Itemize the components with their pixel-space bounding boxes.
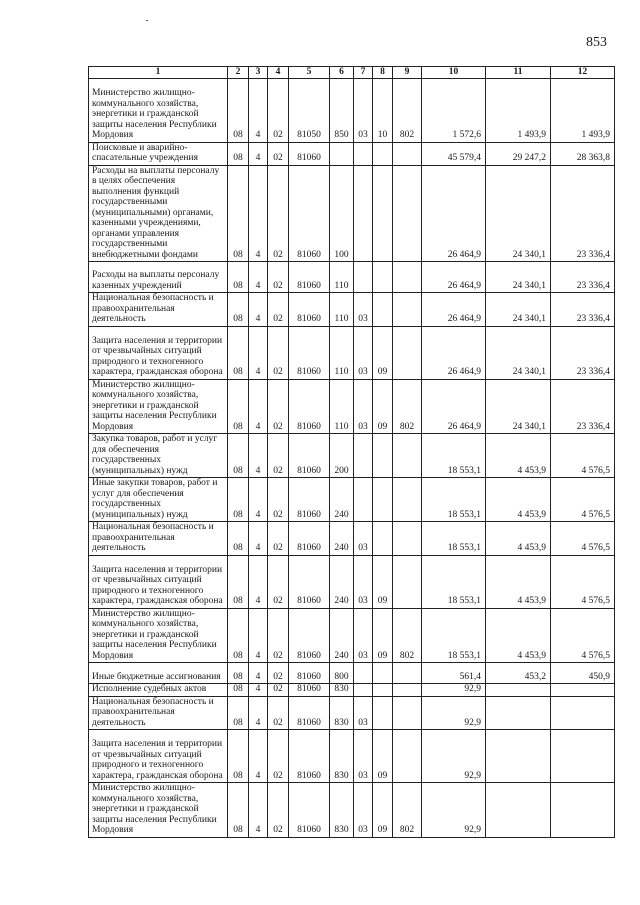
code-cell: 08	[228, 730, 249, 783]
code-cell	[373, 165, 393, 262]
code-cell: 4	[249, 555, 268, 608]
code-cell: 02	[268, 478, 289, 522]
amount-cell: 1 493,9	[551, 78, 615, 142]
amount-cell: 23 336,4	[551, 262, 615, 293]
code-cell	[373, 663, 393, 684]
code-cell: 81060	[289, 434, 330, 478]
code-cell: 08	[228, 696, 249, 730]
amount-cell: 18 553,1	[422, 555, 486, 608]
code-cell: 100	[330, 165, 354, 262]
code-cell: 03	[354, 293, 373, 327]
code-cell: 02	[268, 434, 289, 478]
row-name-cell: Национальная безопасность и правоохранительная деятельность	[89, 293, 228, 327]
table-row	[89, 78, 615, 142]
row-name-cell: Закупка товаров, работ и услуг для обеспечения государственных (муниципальных) нужд	[89, 434, 228, 478]
row-name-cell: Министерство жилищно-коммунального хозяйства, энергетики и гражданской защиты населения Республики Мордовия	[89, 608, 228, 663]
row-name-cell: Поисковые и аварийно-спасательные учреждения	[89, 142, 228, 165]
col-header: 2	[228, 67, 249, 79]
code-cell: 08	[228, 379, 249, 434]
row-name-cell: Министерство жилищно-коммунального хозяйства, энергетики и гражданской защиты населения Республики Мордовия	[89, 78, 228, 142]
amount-cell	[551, 783, 615, 838]
code-cell: 830	[330, 783, 354, 838]
code-cell: 08	[228, 293, 249, 327]
code-cell: 09	[373, 608, 393, 663]
code-cell: 03	[354, 326, 373, 379]
code-cell: 03	[354, 783, 373, 838]
page-number: 853	[586, 35, 607, 50]
code-cell: 08	[228, 684, 249, 697]
code-cell: 02	[268, 262, 289, 293]
code-cell	[373, 696, 393, 730]
col-header: 10	[422, 67, 486, 79]
amount-cell: 92,9	[422, 783, 486, 838]
amount-cell	[551, 730, 615, 783]
code-cell: 850	[330, 78, 354, 142]
table-row	[89, 142, 615, 165]
amount-cell: 450,9	[551, 663, 615, 684]
code-cell: 02	[268, 696, 289, 730]
code-cell	[393, 478, 422, 522]
code-cell	[373, 522, 393, 556]
table-row	[89, 379, 615, 434]
code-cell: 802	[393, 783, 422, 838]
col-header: 5	[289, 67, 330, 79]
code-cell: 4	[249, 522, 268, 556]
col-header: 6	[330, 67, 354, 79]
code-cell: 09	[373, 783, 393, 838]
table-row	[89, 730, 615, 783]
amount-cell: 23 336,4	[551, 293, 615, 327]
code-cell: 4	[249, 379, 268, 434]
code-cell: 10	[373, 78, 393, 142]
amount-cell: 24 340,1	[486, 262, 551, 293]
row-name-cell: Исполнение судебных актов	[89, 684, 228, 697]
code-cell: 81060	[289, 326, 330, 379]
amount-cell	[486, 696, 551, 730]
code-cell: 4	[249, 478, 268, 522]
amount-cell: 26 464,9	[422, 165, 486, 262]
code-cell	[393, 262, 422, 293]
amount-cell: 1 493,9	[486, 78, 551, 142]
code-cell	[373, 684, 393, 697]
code-cell	[393, 696, 422, 730]
amount-cell: 18 553,1	[422, 478, 486, 522]
amount-cell: 561,4	[422, 663, 486, 684]
code-cell: 4	[249, 326, 268, 379]
amount-cell	[551, 684, 615, 697]
amount-cell: 45 579,4	[422, 142, 486, 165]
code-cell	[373, 478, 393, 522]
code-cell: 08	[228, 478, 249, 522]
code-cell: 02	[268, 326, 289, 379]
amount-cell: 23 336,4	[551, 326, 615, 379]
table-row	[89, 783, 615, 838]
amount-cell: 18 553,1	[422, 522, 486, 556]
code-cell: 110	[330, 379, 354, 434]
code-cell: 4	[249, 663, 268, 684]
code-cell	[354, 142, 373, 165]
code-cell: 02	[268, 608, 289, 663]
code-cell	[393, 522, 422, 556]
amount-cell: 26 464,9	[422, 293, 486, 327]
table-row	[89, 165, 615, 262]
amount-cell: 4 576,5	[551, 555, 615, 608]
code-cell: 03	[354, 696, 373, 730]
amount-cell: 4 453,9	[486, 522, 551, 556]
code-cell: 08	[228, 555, 249, 608]
table-row	[89, 293, 615, 327]
code-cell: 02	[268, 165, 289, 262]
code-cell	[354, 684, 373, 697]
code-cell	[354, 663, 373, 684]
amount-cell: 23 336,4	[551, 165, 615, 262]
code-cell: 03	[354, 522, 373, 556]
scan-speck-mark	[146, 20, 148, 21]
code-cell: 02	[268, 783, 289, 838]
amount-cell: 23 336,4	[551, 379, 615, 434]
code-cell: 81060	[289, 555, 330, 608]
code-cell: 4	[249, 696, 268, 730]
code-cell: 4	[249, 78, 268, 142]
amount-cell	[486, 783, 551, 838]
code-cell: 09	[373, 730, 393, 783]
row-name-cell: Министерство жилищно-коммунального хозяйства, энергетики и гражданской защиты населения Республики Мордовия	[89, 783, 228, 838]
amount-cell: 29 247,2	[486, 142, 551, 165]
amount-cell: 4 576,5	[551, 478, 615, 522]
code-cell: 4	[249, 165, 268, 262]
code-cell: 4	[249, 783, 268, 838]
code-cell: 02	[268, 293, 289, 327]
amount-cell: 24 340,1	[486, 165, 551, 262]
code-cell: 830	[330, 696, 354, 730]
code-cell: 4	[249, 142, 268, 165]
code-cell: 830	[330, 730, 354, 783]
code-cell: 802	[393, 379, 422, 434]
code-cell: 08	[228, 434, 249, 478]
code-cell: 4	[249, 730, 268, 783]
code-cell: 02	[268, 78, 289, 142]
amount-cell: 4 576,5	[551, 434, 615, 478]
row-name-cell: Защита населения и территории от чрезвычайных ситуаций природного и техногенного характера, гражданская оборона	[89, 555, 228, 608]
amount-cell: 92,9	[422, 730, 486, 783]
table-row	[89, 555, 615, 608]
amount-cell: 28 363,8	[551, 142, 615, 165]
row-name-cell: Защита населения и территории от чрезвычайных ситуаций природного и техногенного характера, гражданская оборона	[89, 326, 228, 379]
col-header: 12	[551, 67, 615, 79]
budget-table	[88, 66, 615, 838]
code-cell: 81050	[289, 78, 330, 142]
code-cell: 09	[373, 326, 393, 379]
code-cell: 81060	[289, 730, 330, 783]
amount-cell: 4 453,9	[486, 555, 551, 608]
code-cell	[354, 165, 373, 262]
code-cell: 02	[268, 684, 289, 697]
code-cell	[393, 555, 422, 608]
amount-cell	[486, 730, 551, 783]
code-cell: 08	[228, 522, 249, 556]
table-row	[89, 434, 615, 478]
col-header: 1	[89, 67, 228, 79]
code-cell: 02	[268, 522, 289, 556]
code-cell: 08	[228, 663, 249, 684]
table-body	[89, 78, 615, 837]
row-name-cell: Иные закупки товаров, работ и услуг для обеспечения государственных (муниципальных) нужд	[89, 478, 228, 522]
amount-cell: 4 453,9	[486, 434, 551, 478]
code-cell	[354, 478, 373, 522]
code-cell: 02	[268, 555, 289, 608]
row-name-cell: Расходы на выплаты персоналу в целях обеспечения выполнения функций государственными (муниципальными) органами, казенными учреждениями, органами управления государственными внебюджетными фондами	[89, 165, 228, 262]
code-cell: 08	[228, 783, 249, 838]
code-cell: 81060	[289, 783, 330, 838]
col-header: 8	[373, 67, 393, 79]
code-cell: 02	[268, 379, 289, 434]
col-header: 3	[249, 67, 268, 79]
code-cell: 03	[354, 555, 373, 608]
table-row	[89, 608, 615, 663]
col-header: 9	[393, 67, 422, 79]
code-cell: 08	[228, 262, 249, 293]
code-cell: 08	[228, 165, 249, 262]
code-cell	[393, 142, 422, 165]
amount-cell: 4 453,9	[486, 478, 551, 522]
code-cell: 110	[330, 326, 354, 379]
code-cell: 240	[330, 555, 354, 608]
amount-cell: 26 464,9	[422, 326, 486, 379]
code-cell: 02	[268, 142, 289, 165]
amount-cell: 26 464,9	[422, 262, 486, 293]
row-name-cell: Иные бюджетные ассигнования	[89, 663, 228, 684]
amount-cell: 18 553,1	[422, 434, 486, 478]
code-cell	[393, 434, 422, 478]
row-name-cell: Расходы на выплаты персоналу казенных учреждений	[89, 262, 228, 293]
code-cell: 4	[249, 684, 268, 697]
amount-cell: 4 453,9	[486, 608, 551, 663]
code-cell	[373, 142, 393, 165]
code-cell: 81060	[289, 293, 330, 327]
table-row	[89, 522, 615, 556]
col-header: 7	[354, 67, 373, 79]
code-cell: 81060	[289, 663, 330, 684]
table-row	[89, 684, 615, 697]
code-cell: 200	[330, 434, 354, 478]
row-name-cell: Министерство жилищно-коммунального хозяйства, энергетики и гражданской защиты населения Республики Мордовия	[89, 379, 228, 434]
code-cell: 802	[393, 608, 422, 663]
code-cell	[393, 165, 422, 262]
code-cell	[330, 142, 354, 165]
code-cell: 4	[249, 262, 268, 293]
table-row	[89, 262, 615, 293]
code-cell: 81060	[289, 478, 330, 522]
code-cell	[393, 326, 422, 379]
code-cell: 110	[330, 262, 354, 293]
amount-cell: 24 340,1	[486, 326, 551, 379]
code-cell: 03	[354, 608, 373, 663]
code-cell: 4	[249, 293, 268, 327]
amount-cell: 18 553,1	[422, 608, 486, 663]
table-row	[89, 478, 615, 522]
code-cell: 81060	[289, 684, 330, 697]
amount-cell: 92,9	[422, 696, 486, 730]
code-cell: 240	[330, 478, 354, 522]
code-cell: 4	[249, 608, 268, 663]
row-name-cell: Защита населения и территории от чрезвычайных ситуаций природного и техногенного характера, гражданская оборона	[89, 730, 228, 783]
code-cell: 110	[330, 293, 354, 327]
row-name-cell: Национальная безопасность и правоохранительная деятельность	[89, 522, 228, 556]
code-cell: 81060	[289, 608, 330, 663]
code-cell	[373, 434, 393, 478]
code-cell: 81060	[289, 522, 330, 556]
code-cell: 03	[354, 379, 373, 434]
code-cell: 02	[268, 663, 289, 684]
code-cell: 81060	[289, 262, 330, 293]
code-cell: 08	[228, 608, 249, 663]
code-cell	[393, 730, 422, 783]
table-row	[89, 663, 615, 684]
amount-cell: 1 572,6	[422, 78, 486, 142]
code-cell	[393, 663, 422, 684]
col-header: 4	[268, 67, 289, 79]
code-cell: 03	[354, 730, 373, 783]
amount-cell: 92,9	[422, 684, 486, 697]
code-cell: 08	[228, 326, 249, 379]
code-cell: 03	[354, 78, 373, 142]
code-cell	[354, 434, 373, 478]
code-cell: 802	[393, 78, 422, 142]
amount-cell: 26 464,9	[422, 379, 486, 434]
amount-cell: 4 576,5	[551, 522, 615, 556]
code-cell	[373, 262, 393, 293]
code-cell: 830	[330, 684, 354, 697]
code-cell: 800	[330, 663, 354, 684]
table-row	[89, 696, 615, 730]
amount-cell: 24 340,1	[486, 293, 551, 327]
amount-cell: 4 576,5	[551, 608, 615, 663]
header-row	[89, 67, 615, 79]
code-cell	[393, 293, 422, 327]
code-cell: 81060	[289, 142, 330, 165]
table-row	[89, 326, 615, 379]
code-cell: 09	[373, 555, 393, 608]
code-cell: 240	[330, 522, 354, 556]
amount-cell: 453,2	[486, 663, 551, 684]
code-cell: 81060	[289, 696, 330, 730]
code-cell: 02	[268, 730, 289, 783]
code-cell: 09	[373, 379, 393, 434]
code-cell: 240	[330, 608, 354, 663]
code-cell	[393, 684, 422, 697]
code-cell	[373, 293, 393, 327]
code-cell: 08	[228, 142, 249, 165]
amount-cell	[486, 684, 551, 697]
code-cell: 81060	[289, 379, 330, 434]
code-cell: 81060	[289, 165, 330, 262]
row-name-cell: Национальная безопасность и правоохранительная деятельность	[89, 696, 228, 730]
code-cell	[354, 262, 373, 293]
amount-cell	[551, 696, 615, 730]
col-header: 11	[486, 67, 551, 79]
amount-cell: 24 340,1	[486, 379, 551, 434]
code-cell: 08	[228, 78, 249, 142]
code-cell: 4	[249, 434, 268, 478]
